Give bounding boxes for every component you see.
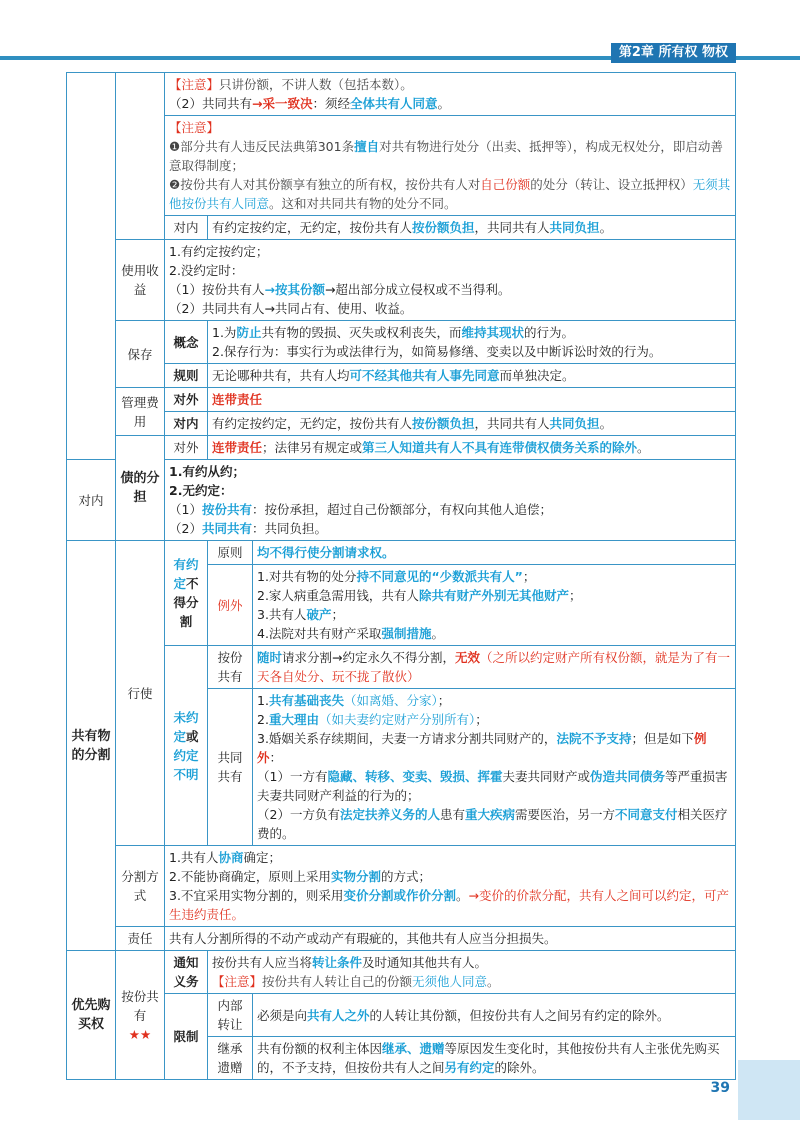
exercise-label: 行使	[116, 541, 165, 846]
principle-content: 均不得行使分割请求权。	[253, 541, 736, 565]
table-row	[67, 460, 736, 541]
joint-content: 1.共有基础丧失（如离婚、分家）； 2.重大理由（如夫妻约定财产分别所有）； 3.婚姻关系存续期间，夫妻一方请求分割共同财产的，法院不予支持；但是如下例外： （1）一方有隐藏、转移、变卖、毁损、挥霍夫妻共同财产或伪造共同债务等严重损害夫妻共同财产利益的行为的； （2）一方负有法定扶养义务的人患有重大疾病需要医治，另一方不同意支付相关医疗费的。	[253, 689, 736, 846]
debt-out-content: 连带责任；法律另有规定或第三人知道共有人不具有连带债权债务关系的除外。	[208, 436, 736, 460]
table-row	[67, 994, 736, 1037]
method-content: 1.共有人协商确定； 2.不能协商确定，原则上采用实物分割的方式； 3.不宜采用实物分割的，则采用变价分割或作价分割。→变价的价款分配，共有人之间可以约定，可产生违约责任。	[165, 846, 736, 927]
liability-content: 共有人分割所得的不动产或动产有瑕疵的，其他共有人应当分担损失。	[165, 927, 736, 951]
table-row	[67, 927, 736, 951]
concept-content: 1.为防止共有物的毁损、灭失或权利丧失，而维持其现状的行为。 2.保存行为：事实行为或法律行为，如简易修缮、变卖以及中断诉讼时效的行为。	[208, 321, 736, 364]
method-label: 分割方式	[116, 846, 165, 927]
joint-label: 共同共有	[208, 689, 253, 846]
share-content: 随时请求分割→约定永久不得分割，无效（之所以约定财产所有权份额，就是为了有一天各自处分、玩不拢了散伙）	[253, 646, 736, 689]
use-content: 1.有约定按约定； 2.没约定时： （1）按份共有人→按其份额→超出部分成立侵权或不当得利。 （2）共同共有人→共同占有、使用、收益。	[165, 240, 736, 321]
table-row	[67, 846, 736, 927]
section-cell-empty	[67, 73, 116, 460]
split-label: 共有物的分割	[67, 541, 116, 951]
preemption-label: 优先购买权	[67, 951, 116, 1080]
vote-note-cell: 【注意】只讲份额，不讲人数（包括本数）。 （2）共同共有→采一致决：须经全体共有人同意。	[165, 73, 736, 116]
agreed-no-split-label: 有约定不得分割	[165, 541, 208, 646]
chapter-tag: 第2章 所有权 物权	[611, 43, 736, 63]
notify-content: 按份共有人应当将转让条件及时通知其他共有人。 【注意】按份共有人转让自己的份额无须他人同意。	[208, 951, 736, 994]
debt-out-label: 对外	[165, 436, 208, 460]
mgmt-out-content: 连带责任	[208, 388, 736, 412]
principle-label: 原则	[208, 541, 253, 565]
mgmt-out-label: 对外	[165, 388, 208, 412]
debt-in-content: 1.有约从约； 2.无约定： （1）按份共有：按份承担，超过自己份额部分，有权向其他人追偿； （2）共同共有：共同负担。	[165, 460, 736, 541]
rule-label: 规则	[165, 364, 208, 388]
liability-label: 责任	[116, 927, 165, 951]
table-row	[67, 240, 736, 321]
preemption-sub-label: 按份共有 ★★	[116, 951, 165, 1080]
table-row	[67, 436, 736, 460]
inherit-content: 共有份额的权利主体因继承、遗赠等原因发生变化时，其他按份共有人主张优先购买的，不予支持，但按份共有人之间另有约定的除外。	[253, 1037, 736, 1080]
corner-decoration	[738, 1060, 800, 1120]
limit-label: 限制	[165, 994, 208, 1080]
page-header	[0, 40, 800, 66]
subsection-cell-empty	[116, 73, 165, 240]
disposal-note-cell: 【注意】 ❶部分共有人违反民法典第301条擅自对共有物进行处分（出卖、抵押等），构成无权处分，即启动善意取得制度； ❷按份共有人对其份额享有独立的所有权，按份共有人对自己份额的处分（转让、设立抵押权）无须其他按份共有人同意。这和对共同共有物的处分不同。	[165, 116, 736, 216]
debt-label: 债的分担	[116, 436, 165, 541]
table-row	[67, 364, 736, 388]
concept-label: 概念	[165, 321, 208, 364]
exception-content: 1.对共有物的处分持不同意见的“少数派共有人”； 2.家人病重急需用钱，共有人除共有财产外别无其他财产； 3.共有人破产； 4.法院对共有财产采取强制措施。	[253, 565, 736, 646]
internal-burden-cell: 有约定按约定，无约定，按份共有人按份额负担，共同共有人共同负担。	[208, 216, 736, 240]
inner-transfer-label: 内部转让	[208, 994, 253, 1037]
table-row	[67, 321, 736, 364]
table-row	[67, 73, 736, 116]
table-row	[67, 388, 736, 412]
star-icon: ★★	[128, 1026, 152, 1042]
mgmt-in-label: 对内	[165, 412, 208, 436]
use-label: 使用收益	[116, 240, 165, 321]
rule-content: 无论哪种共有，共有人均可不经其他共有人事先同意而单独决定。	[208, 364, 736, 388]
page-number: 39	[710, 1080, 730, 1096]
inherit-label: 继承遗赠	[208, 1037, 253, 1080]
table-row	[67, 951, 736, 994]
table-row	[67, 412, 736, 436]
table-row	[67, 646, 736, 689]
keep-label: 保存	[116, 321, 165, 388]
table-row	[67, 116, 736, 216]
internal-label: 对内	[165, 216, 208, 240]
mgmt-label: 管理费用	[116, 388, 165, 436]
debt-in-label: 对内	[67, 460, 116, 541]
ownership-table	[66, 72, 736, 1080]
exception-label: 例外	[208, 565, 253, 646]
table-row	[67, 541, 736, 565]
notify-label: 通知义务	[165, 951, 208, 994]
share-label: 按份共有	[208, 646, 253, 689]
mgmt-in-content: 有约定按约定，无约定，按份共有人按份额负担，共同共有人共同负担。	[208, 412, 736, 436]
not-agreed-label: 未约定或约定不明	[165, 646, 208, 846]
table-row	[67, 216, 736, 240]
inner-transfer-content: 必须是向共有人之外的人转让其份额，但按份共有人之间另有约定的除外。	[253, 994, 736, 1037]
